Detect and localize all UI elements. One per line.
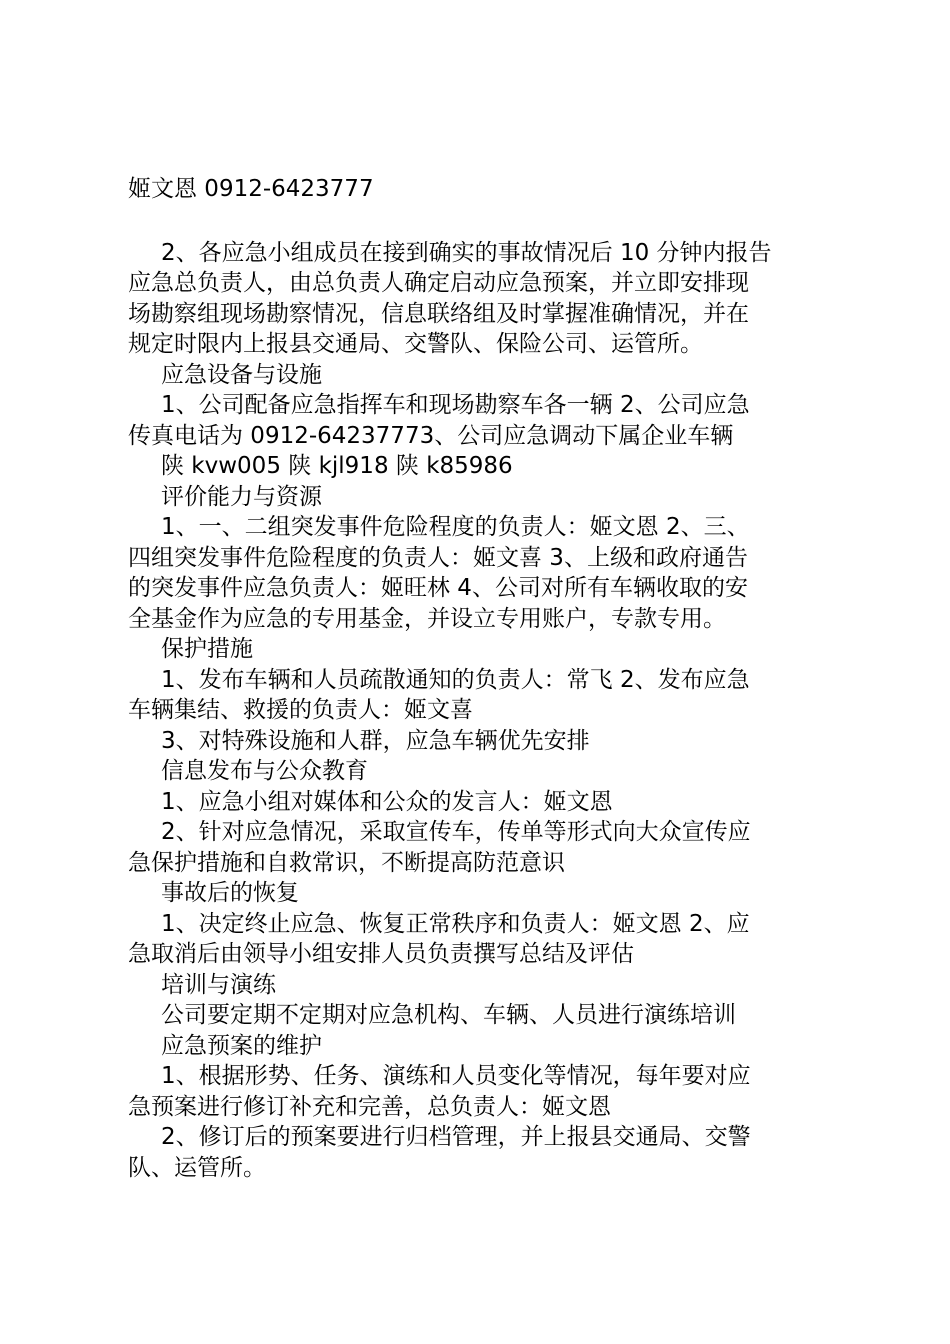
blank-gap bbox=[128, 205, 833, 238]
protection-line: 3、对特殊设施和人群，应急车辆优先安排 bbox=[161, 727, 590, 754]
equipment-line: 1、公司配备应急指挥车和现场勘察车各一辆 2、公司应急 bbox=[161, 392, 750, 418]
recovery-line: 急取消后由领导小组安排人员负责撰写总结及评估 bbox=[128, 941, 634, 967]
maintenance-line: 2、修订后的预案要进行归档管理，并上报县交通局、交警 bbox=[161, 1124, 751, 1150]
maintenance-line: 急预案进行修订补充和完善，总负责人：姬文恩 bbox=[128, 1093, 611, 1120]
maintenance-line: 1、根据形势、任务、演练和人员变化等情况，每年要对应 bbox=[161, 1063, 751, 1089]
publicity-line: 急保护措施和自救常识，不断提高防范意识 bbox=[128, 849, 565, 876]
recovery-line: 1、决定终止应急、恢复正常秩序和负责人：姬文恩 2、应 bbox=[161, 910, 750, 937]
section-heading-protection: 保护措施 bbox=[161, 636, 253, 662]
training-line: 公司要定期不定期对应急机构、车辆、人员进行演练培训 bbox=[161, 1002, 736, 1028]
report-line: 规定时限内上报县交通局、交警队、保险公司、运管所。 bbox=[128, 331, 703, 357]
report-line: 应急总负责人，由总负责人确定启动应急预案，并立即安排现 bbox=[128, 270, 749, 296]
section-heading-training: 培训与演练 bbox=[161, 971, 276, 998]
publicity-line: 2、针对应急情况，采取宣传车，传单等形式向大众宣传应 bbox=[161, 819, 751, 845]
section-heading-recovery: 事故后的恢复 bbox=[161, 880, 299, 906]
equipment-line: 传真电话为 0912-64237773、公司应急调动下属企业车辆 bbox=[128, 422, 734, 449]
protection-line: 1、发布车辆和人员疏散通知的负责人：常飞 2、发布应急 bbox=[161, 666, 750, 693]
publicity-line: 1、应急小组对媒体和公众的发言人：姬文恩 bbox=[161, 788, 613, 815]
section-heading-maintenance: 应急预案的维护 bbox=[161, 1032, 322, 1059]
section-heading-resources: 评价能力与资源 bbox=[161, 483, 322, 510]
resources-line: 的突发事件应急负责人：姬旺林 4、公司对所有车辆收取的安 bbox=[128, 575, 748, 601]
document-body bbox=[128, 174, 833, 1183]
maintenance-line: 队、运管所。 bbox=[128, 1154, 266, 1181]
section-heading-equipment: 应急设备与设施 bbox=[161, 361, 322, 388]
resources-line: 1、一、二组突发事件危险程度的负责人：姬文恩 2、三、 bbox=[161, 514, 750, 540]
contact-line: 姬文恩 0912-6423777 bbox=[128, 176, 374, 202]
section-heading-publicity: 信息发布与公众教育 bbox=[161, 758, 368, 784]
resources-line: 四组突发事件危险程度的负责人：姬文喜 3、上级和政府通告 bbox=[128, 544, 748, 571]
resources-line: 全基金作为应急的专用基金，并设立专用账户，专款专用。 bbox=[128, 605, 726, 632]
equipment-line: 陕 kvw005 陕 kjl918 陕 k85986 bbox=[161, 453, 513, 479]
protection-line: 车辆集结、救援的负责人：姬文喜 bbox=[128, 697, 473, 723]
report-line: 场勘察组现场勘察情况，信息联络组及时掌握准确情况，并在 bbox=[128, 300, 749, 327]
report-line: 2、各应急小组成员在接到确实的事故情况后 10 分钟内报告 bbox=[161, 239, 772, 266]
